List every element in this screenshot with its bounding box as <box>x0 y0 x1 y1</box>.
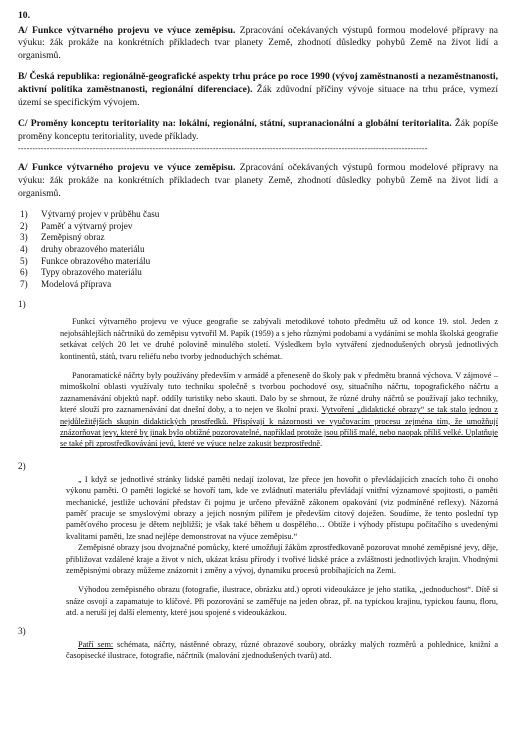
topic-c-paragraph <box>18 118 498 143</box>
topic-a-heading: A/ Funkce výtvarného projevu ve výuce zeměpisu. <box>18 24 236 36</box>
outline-list <box>18 209 498 290</box>
answer-topic-a-heading: A/ Funkce výtvarného projevu ve výuce zeměpisu. <box>18 162 236 174</box>
topic-a-paragraph <box>18 25 498 63</box>
underlined-passage: Vytvoření „didaktické obrazy“ se tak stalo jednou z nejdůležitějších skupin didaktických prostředků. Přispívají k názornosti ve vyučovacím procesu zejména tím, že umožňují znázorňovat jevy, které by jinak bylo obtížné pozorovatelné, například protože jsou příliš malé, nebo naopak příliš velké. Uplatňuje se také při zprostředkovávání jevů, které ve výuce nelze zakusit bezprostředně <box>60 405 498 449</box>
list-item: 5) Funkce obrazového materiálu <box>20 255 151 266</box>
section-3-paragraph: Patří sem: schémata, náčrty, nástěnné obrazy, různé obrazové soubory, obrázky malých rozměrů a pohlednice, knižní a časopisecké ilustrace, fotografie, náčrtník (malování zjednodušených tvarů) atd. <box>66 639 498 661</box>
section-1-paragraph-2: Panoramatické náčrty byly používány především v armádě a přeneseně do školy pak v předmětu branná výchova. V zájmové – mimoškolní oblasti využívaly tuto techniku společně s tvorbou pochodové osy, situačního náčrtu, topografického náčrtu a zaznamenávání objektů např. oddíly turistiky nebo skauti. Dalo by se shrnout, že různé druhy náčrtů se používají jako techniky, které slouží pro zaznamenávání dat dnešní doby, a to nejen ve školní praxi. Vytvoření „didaktické obrazy“ se tak stalo jednou z nejdůležitějších skupin didaktických prostředků. Přispívají k názornosti ve vyučovacím procesu zejména tím, že umožňují znázorňovat jevy, které by jinak bylo obtížné pozorovatelné, například protože jsou příliš malé, nebo naopak příliš velké. Uplatňuje se také při zprostředkovávání jevů, které ve výuce nelze zakusit bezprostředně. <box>60 370 498 449</box>
section-2-paragraph-3: Výhodou zeměpisného obrazu (fotografie, ilustrace, obrázku atd.) oproti videoukázce je jeho statika, „jednoduchost“. Dítě si snáze osvojí a zapamatuje to klíčové. Při pozorování se zaměřuje na jeden obraz, př. na typickou krajinu, typickou faunu, floru, atd. a neruší jej další elementy, které jsou spojené s videoukázkou. <box>66 585 498 618</box>
topic-c-text: Žák popíše proměny konceptu teritoriality, uvede příklady. <box>18 118 498 142</box>
topic-c-heading: C/ Proměny konceptu teritoriality na: lokální, regionální, státní, supranacionální a globální teritorialita. <box>18 118 452 130</box>
list-item: 1) Výtvarný projev v průběhu času <box>20 209 160 220</box>
divider-line: ----------------------------------------------------------------------------------------------------------------------------------------------- <box>18 145 428 154</box>
topic-b-paragraph <box>18 71 498 109</box>
section-3-lead: Patří sem: <box>78 639 114 649</box>
topic-a-text: Zpracování očekávaných výstupů formou modelové přípravy na výuku: žák prokáže na konkrétních příkladech tvar planety Země, zhodnotí důsledky pohybů Země na život lidí a organismů. <box>18 24 499 61</box>
section-3-number: 3) <box>18 625 26 636</box>
topic-b-text: Žák zdůvodní příčiny vývoje situace na trhu práce, vymezí území se specifickým vývojem. <box>18 83 498 108</box>
section-2-quote: „ I když se jednotlivé stránky lidské paměti nedají izolovat, lze přece jen hovořit o převládajících znacích toho či onoho výkonu paměti. O paměti logické se hovoří tam, kde ve zvládnutí materiálu převládají vnitřní významové spojitosti, o paměti mechanické, jestliže uchování představ či pojmu je určeno převážně zákonem opakování (viz podmíněné reflexy). Názorná paměť pracuje se smyslovými obrazy a jejich nosným pilířem je především citový doježen. Soudíme, že tento poslední typ paměťového procesu je dětem nejbližší; je však také během u dospělého… Obtíže i výhody přístupu počítačího s uvedenými kvalitami paměti, lze snad nejlépe demonstrovat na výuce zeměpisu.“ <box>66 474 498 541</box>
document-page <box>18 10 498 661</box>
section-2-number: 2) <box>18 460 26 471</box>
list-item: 3) Zeměpisný obraz <box>20 232 105 243</box>
answer-topic-a-paragraph <box>18 162 498 200</box>
list-item: 2) Paměť a výtvarný projev <box>20 220 133 231</box>
topic-b-heading: B/ Česká republika: regionálně-geografické aspekty trhu práce po roce 1990 (vývoj zaměstnanosti a nezaměstnanosti, aktivní politika zaměstnanosti, regionální diferenciace). <box>18 71 498 95</box>
section-2-paragraph-2: Zeměpisné obrazy jsou dvojznačné pomůcky, které umožňují žákům zprostředkovaně pozorovat mnohé zeměpisné jevy, děje, přibližovat vzdálené kraje a život v nich, ukázat krásu přírody i tvořivé lidské práce a zvláštnosti jednotlivých krajin. Vhodnými zeměpisnými obrazy můžeme znázornit i změny a vývoj, dynamiku procesů probíhajících na Zemi. <box>66 543 498 575</box>
section-1-paragraph-1: Funkcí výtvarného projevu ve výuce geografie se zabývali metodikové tohoto předmětu už od konce 19. stol. Jeden z nejobsáhlejších náčrtníků do zeměpisu vytvořil M. Papík (1959) a s jeho různými podobami a vydáními se mohla školská geografie setkávat celých 20 let ve druhé polovině minulého století. Výsledkem bylo vytváření zjednodušených obrysů jednotlivých kontinentů, států, tvaru reliéfu nebo tvorby jednoduchých schémat. <box>60 317 498 361</box>
section-1-number: 1) <box>18 299 26 310</box>
list-item: 6) Typy obrazového materiálu <box>20 267 142 278</box>
list-item: 4) druhy obrazového materiálu <box>20 243 145 254</box>
question-number: 10. <box>18 10 30 21</box>
list-item: 7) Modelová příprava <box>20 278 112 289</box>
answer-topic-a-text: Zpracování očekávaných výstupů formou modelové přípravy na výuku: žák prokáže na konkrétních příkladech tvar planety Země, zhodnotí důsledky pohybů Země na život lidí a organismů. <box>18 162 499 199</box>
